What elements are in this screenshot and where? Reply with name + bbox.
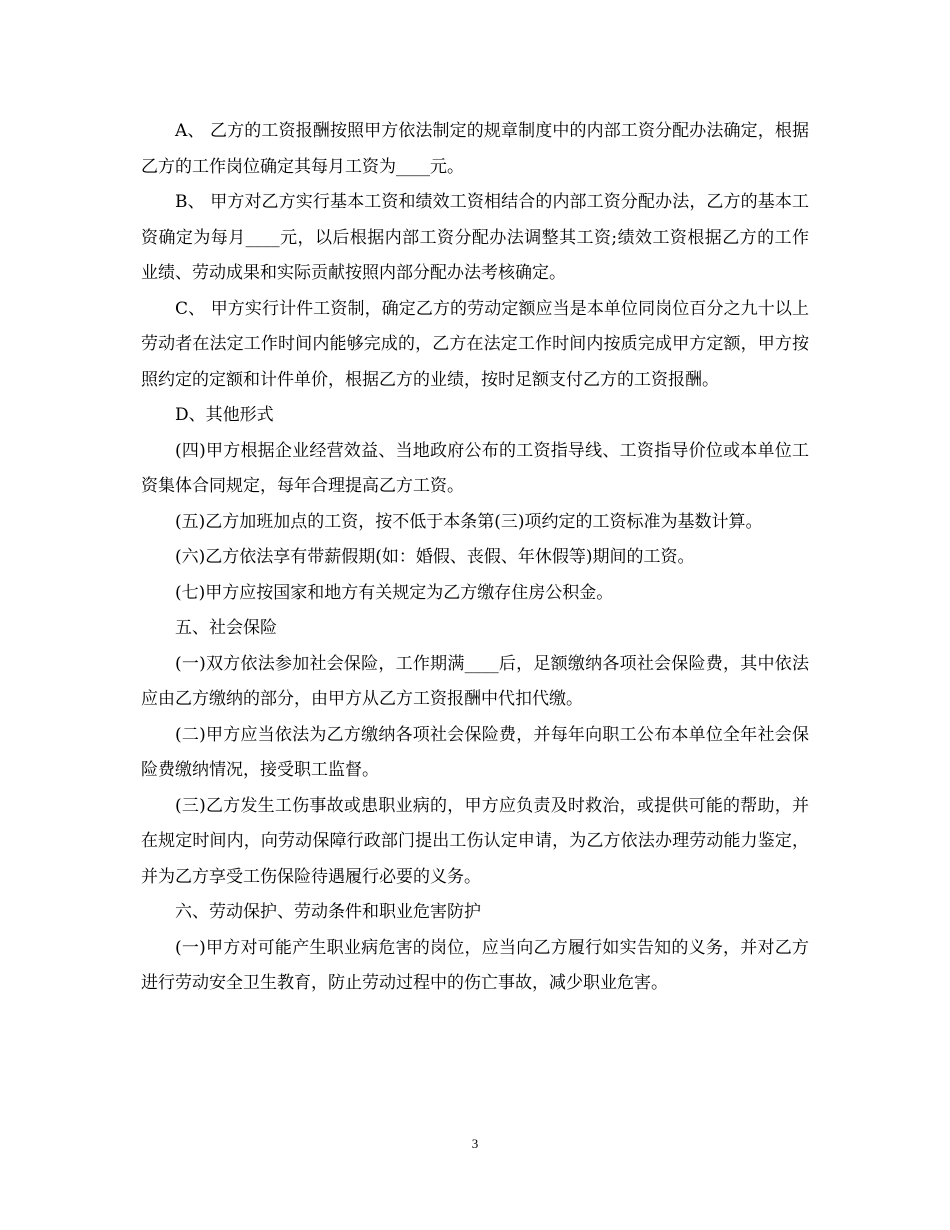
paragraph-wage-option-a: A、 乙方的工资报酬按照甲方依法制定的规章制度中的内部工资分配办法确定，根据乙方的工作岗位确定其每月工资为____元。: [141, 121, 809, 177]
section-heading-social-insurance: 五、社会保险: [175, 618, 277, 638]
paragraph-wage-option-c: C、 甲方实行计件工资制，确定乙方的劳动定额应当是本单位同岗位百分之九十以上劳动者在法定工作时间内能够完成的，乙方在法定工作时间内按质完成甲方定额，甲方按照约定的定额和计件单价，根据乙方的业绩，按时足额支付乙方的工资报酬。: [141, 298, 809, 390]
paragraph-wage-option-b: B、 甲方对乙方实行基本工资和绩效工资相结合的内部工资分配办法，乙方的基本工资确定为每月____元，以后根据内部工资分配办法调整其工资;绩效工资根据乙方的工作业绩、劳动成果和实际贡献按照内部分配办法考核确定。: [141, 192, 809, 283]
document-body: [141, 114, 809, 1002]
section-heading-labor-protection: 六、劳动保护、劳动条件和职业危害防护: [175, 902, 481, 922]
page-number: 3: [471, 1136, 479, 1151]
paragraph-clause-6: (六)乙方依法享有带薪假期(如：婚假、丧假、年休假等)期间的工资。: [175, 547, 695, 567]
paragraph-clause-5: (五)乙方加班加点的工资，按不低于本条第(三)项约定的工资标准为基数计算。: [175, 511, 763, 532]
paragraph-clause-4: (四)甲方根据企业经营效益、当地政府公布的工资指导线、工资指导价位或本单位工资集体合同规定，每年合理提高乙方工资。: [141, 440, 809, 496]
paragraph-protection-1: (一)甲方对可能产生职业病危害的岗位，应当向乙方履行如实告知的义务，并对乙方进行劳动安全卫生教育，防止劳动过程中的伤亡事故，减少职业危害。: [141, 937, 809, 993]
paragraph-insurance-3: (三)乙方发生工伤事故或患职业病的，甲方应负责及时救治，或提供可能的帮助，并在规定时间内，向劳动保障行政部门提出工伤认定申请，为乙方依法办理劳动能力鉴定，并为乙方享受工伤保险待遇履行必要的义务。: [141, 795, 809, 887]
paragraph-clause-7: (七)甲方应按国家和地方有关规定为乙方缴存住房公积金。: [175, 582, 614, 603]
paragraph-insurance-1: (一)双方依法参加社会保险，工作期满____后，足额缴纳各项社会保险费，其中依法应由乙方缴纳的部分，由甲方从乙方工资报酬中代扣代缴。: [141, 653, 809, 709]
paragraph-wage-option-d: D、其他形式: [175, 405, 274, 425]
paragraph-insurance-2: (二)甲方应当依法为乙方缴纳各项社会保险费，并每年向职工公布本单位全年社会保险费缴纳情况，接受职工监督。: [141, 724, 809, 780]
